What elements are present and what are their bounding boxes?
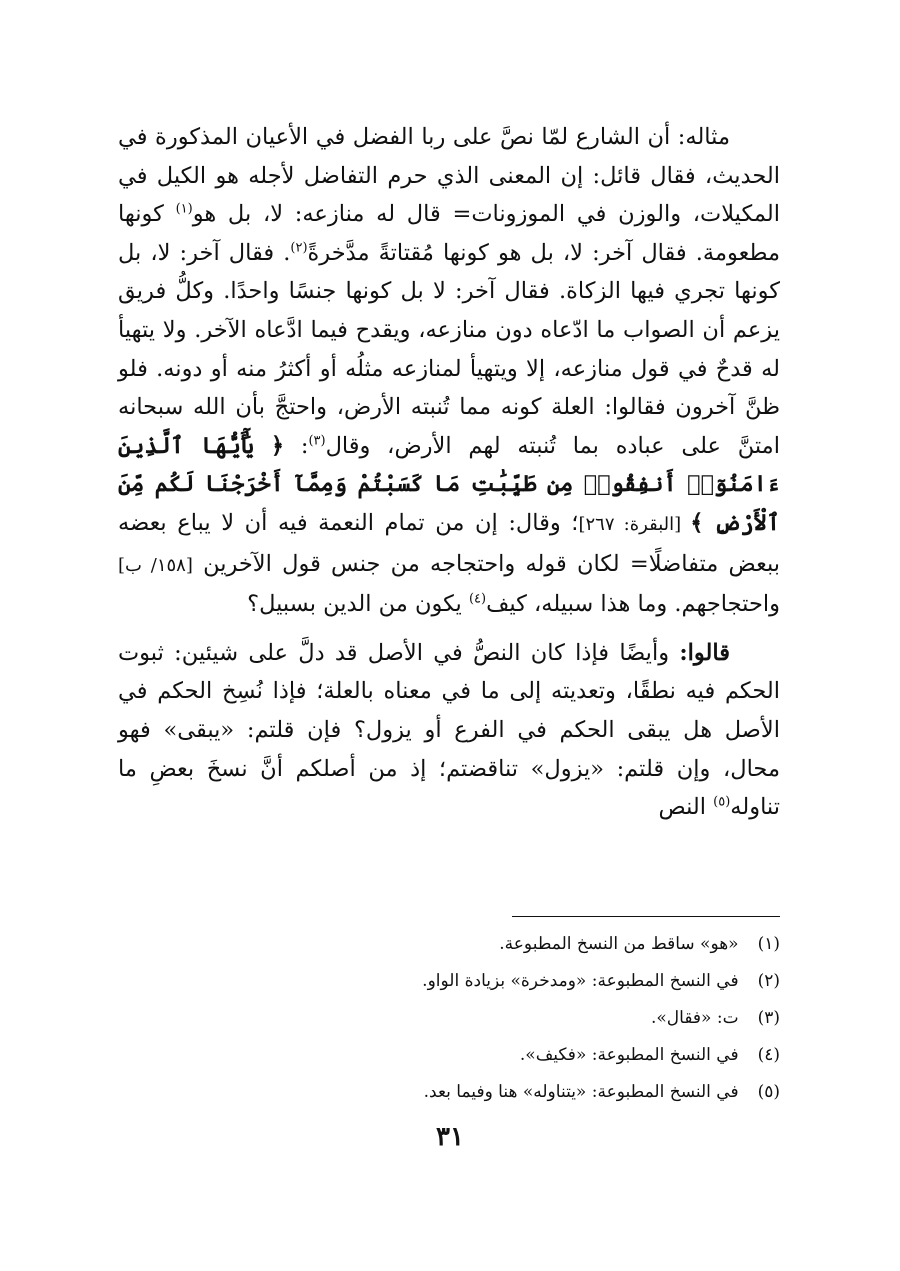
footnote-text: في النسخ المطبوعة: «فكيف». [519, 1045, 739, 1065]
footnote-item [118, 1000, 780, 1037]
paragraph-2-text-a: وأيضًا فإذا كان النصُّ في الأصل قد دلَّ على شيئين: ثبوت الحكم فيه نطقًا، وتعديته إلى ما في معناه بالعلة؛ فإذا نُسِخ الحكم في الأصل هل يبقى الحكم في الفرع أو يزول؟ فإن قلتم: «يبقى» فهو محال، وإن قلتم: «يزول» تناقضتم؛ إذ من أصلكم أنَّ نسخَ بعضِ ما تناوله [118, 639, 780, 821]
paragraph-1 [118, 118, 780, 624]
paragraph-2-text-b: النص [658, 794, 714, 821]
footnote-item [118, 963, 780, 1000]
paragraph-1-text-g: يكون من الدين بسبيل؟ [247, 591, 469, 618]
quran-verse: يَٰٓأَيُّهَا ٱلَّذِينَ ءَامَنُوٓا۟ أَنفِقُوا۟ مِن طَيِّبَٰتِ مَا كَسَبْتُمْ وَمِمَّآ أَخْرَجْنَا لَكُم مِّنَ ٱلْأَرْضِ [118, 432, 780, 536]
main-text [118, 118, 780, 827]
paragraph-2-lead: قالوا: [679, 639, 730, 666]
paragraph-1-text-a: مثاله: أن الشارع لمّا نصَّ على ربا الفضل في الأعيان المذكورة في الحديث، فقال قائل: إن المعنى الذي حرم التفاضل لأجله هو الكيل في المكيلات، والوزن في الموزونات= قال له منازعه: لا، بل هو [118, 124, 780, 228]
footnote-item [118, 1037, 780, 1074]
footnote-text: في النسخ المطبوعة: «يتناوله» هنا وفيما بعد. [423, 1082, 739, 1102]
footnote-item [118, 1074, 780, 1111]
footnote-ref-3[interactable]: (٣) [308, 433, 326, 449]
footnotes-list [118, 926, 780, 1111]
footnote-text: «هو» ساقط من النسخ المطبوعة. [499, 934, 739, 954]
footnote-text: ت: «فقال». [650, 1008, 739, 1028]
paragraph-1-text-b: كونها مطعومة. فقال آخر: لا، بل هو كونها مُقتاتةً مدَّخرةً [118, 201, 780, 266]
footnote-item [118, 926, 780, 963]
footnote-number: (٢) [757, 971, 780, 991]
footnote-number: (٣) [757, 1008, 780, 1028]
footnote-text: في النسخ المطبوعة: «ومدخرة» بزيادة الواو. [422, 971, 739, 991]
quran-reference: [البقرة: ٢٦٧] [578, 513, 691, 535]
page-number: ٣١ [436, 1122, 464, 1152]
paragraph-1-text-d: : [284, 432, 309, 459]
footnote-ref-1[interactable]: (١) [175, 201, 193, 217]
footnote-number: (٥) [757, 1082, 780, 1102]
footnote-ref-2[interactable]: (٢) [290, 240, 308, 256]
quran-open-bracket: ﴿ [270, 432, 285, 459]
footnote-divider [512, 916, 780, 917]
folio-marker: [١٥٨/ ب] [118, 554, 193, 576]
quran-close-bracket: ﴾ [690, 509, 704, 536]
paragraph-1-text-f: واحتجاجهم. وما هذا سبيله، كيف [486, 591, 780, 618]
paragraph-2 [118, 634, 780, 827]
footnote-number: (٤) [757, 1045, 780, 1065]
footnote-number: (١) [757, 934, 780, 954]
footnote-ref-4[interactable]: (٤) [468, 591, 487, 607]
footnote-ref-5[interactable]: (٥) [713, 794, 731, 810]
paragraph-1-text-c: . فقال آخر: لا، بل كونها تجري فيها الزكاة. فقال آخر: لا بل كونها جنسًا واحدًا. وكلُّ فريق يزعم أن الصواب ما ادّعاه دون منازعه، ويقدح فيما ادَّعاه الآخر. ولا يتهيأ له قدحٌ في قول منازعه، إلا ويتهيأ لمنازعه مثلُه أو أكثرُ منه أو دونه. فلو ظنَّ آخرون فقالوا: العلة كونه مما تُنبته الأرض، واحتجَّ بأن الله سبحانه امتنَّ على عباده بما تُنبته لهم الأرض، وقال [118, 239, 780, 459]
paragraph-1-text-e: ؛ وقال: إن من تمام النعمة فيه أن لا يباع بعضه ببعض متفاضلًا= لكان قوله واحتجاجه من جنس قول الآخرين [118, 509, 780, 577]
